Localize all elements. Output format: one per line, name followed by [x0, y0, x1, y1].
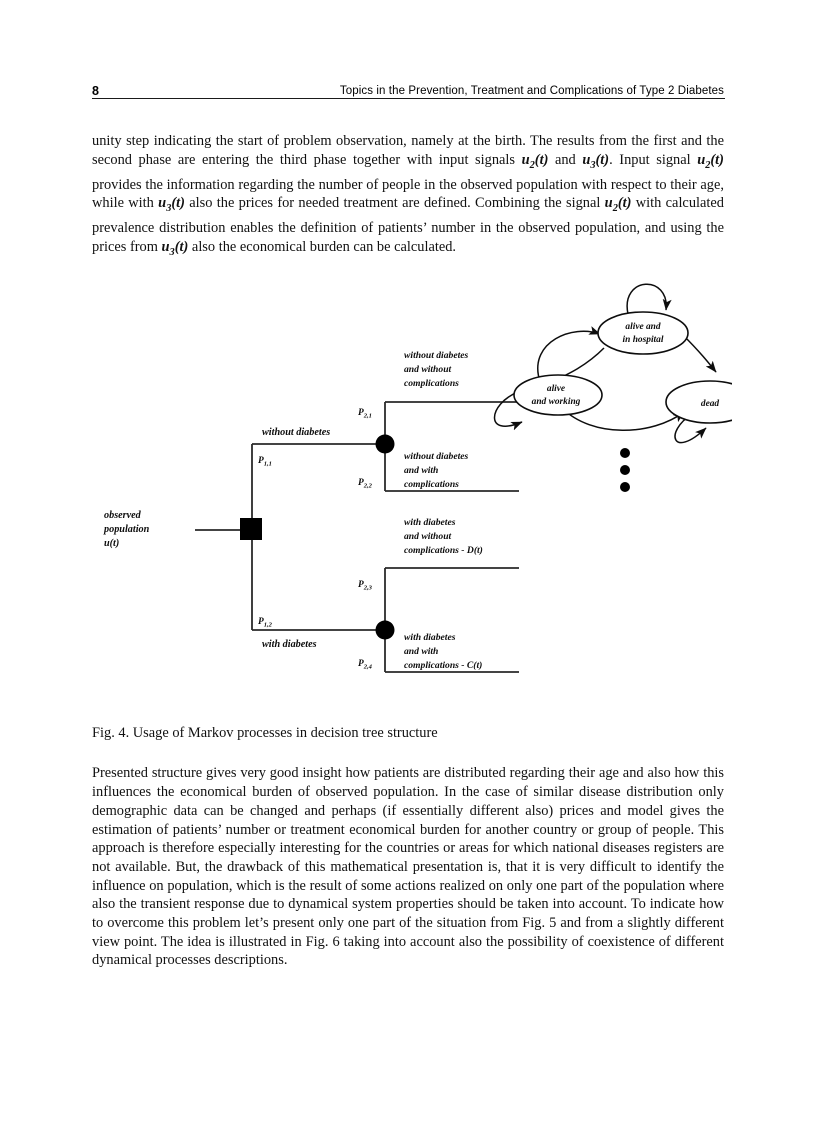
- text-run: also the prices for needed treatment are defined. Combining the signal: [184, 195, 605, 212]
- probability-p12: $P_{1,2}$: [258, 617, 272, 629]
- outcome-label-1: [404, 350, 468, 389]
- text-run: also the economical burden can be calculated.: [188, 238, 457, 255]
- state-alive-and-working: [514, 375, 602, 415]
- svg-text:with diabetes: with diabetes: [404, 632, 456, 643]
- svg-text:complications - C(t): complications - C(t): [404, 660, 483, 671]
- book-title: Topics in the Prevention, Treatment and Complications of Type 2 Diabetes: [339, 84, 724, 97]
- chance-node-upper: [376, 435, 395, 454]
- branch-label-without-diabetes: without diabetes: [262, 427, 331, 438]
- self-loop-hospital: [627, 284, 666, 314]
- math-argument: (t): [534, 152, 549, 169]
- state-working-label-line1: alive: [546, 384, 566, 394]
- probability-p11: $P_{1,1}$: [258, 456, 272, 468]
- transition-hospital-to-dead: [682, 334, 716, 372]
- header-divider: [92, 98, 725, 99]
- root-label-line3: u(t): [104, 538, 120, 549]
- math-symbol: u: [697, 152, 706, 169]
- probability-p21: $P_{2,1}$: [358, 408, 372, 420]
- math-argument: (t): [171, 195, 185, 212]
- math-subscript: 3: [590, 159, 596, 171]
- probability-p22: $P_{2,2}$: [358, 478, 372, 490]
- math-subscript: 3: [166, 203, 172, 215]
- math-u3: [161, 238, 189, 258]
- root-label-line1: observed: [104, 510, 141, 521]
- vertical-ellipsis: [620, 448, 630, 492]
- outcome-label-2: [404, 451, 468, 490]
- svg-text:and with: and with: [404, 646, 439, 657]
- probability-p24: $P_{2,4}$: [358, 659, 372, 671]
- math-u2: [697, 152, 724, 171]
- text-run: . Input signal: [609, 152, 698, 169]
- math-symbol: u: [158, 195, 167, 212]
- math-subscript: 2: [705, 159, 711, 171]
- text-run: with calculated prevalence distribution enables the definition of patients’ number in the observed population, and using the prices from: [92, 195, 724, 255]
- math-argument: (t): [617, 195, 632, 212]
- math-argument: (t): [174, 238, 189, 255]
- branch-label-with-diabetes: with diabetes: [262, 639, 317, 650]
- text-run: unity step indicating the start of problem observation, namely at the birth. The results from the first and the second phase are entering the third phase together with input signals: [92, 133, 724, 169]
- math-u3: [582, 152, 610, 171]
- math-symbol: u: [604, 195, 613, 212]
- text-run: and: [548, 152, 583, 169]
- svg-text:with diabetes: with diabetes: [404, 517, 456, 528]
- paragraph-after-figure: Presented structure gives very good insight how patients are distributed regarding their age and also how this influences the economical burden of observed population. In the case of similar disease distribution only demographic data can be changed and perhaps (if essentially different also) prices and model gives the estimation of patients’ number or treatment economical burden for another country or group of people. This approach is therefore especially interesting for the countries or areas for which national diseases registers are not available. But, the drawback of this mathematical presentation is, that it is very difficult to identify the influence on population, which is the result of some actions realized on only one part of the population where also the transient response due to dynamical system properties should be taken into account. To indicate how to overcome this problem let’s present only one part of the situation from Fig. 5 and from a slightly different view point. The idea is illustrated in Fig. 6 taking into account also the possibility of coexistence of different dynamical processes descriptions.: [92, 765, 724, 969]
- math-symbol: u: [521, 152, 530, 169]
- math-u2: [521, 152, 549, 171]
- state-hospital-label-line2: in hospital: [622, 335, 664, 345]
- outcome-label-3: [404, 517, 483, 556]
- state-dead-label: dead: [700, 399, 720, 409]
- state-working-label-line2: and working: [531, 397, 581, 407]
- chance-node-lower: [376, 621, 395, 640]
- paragraph-intro: [92, 132, 724, 262]
- math-u2: [604, 195, 632, 215]
- figure-canvas: [92, 272, 732, 692]
- probability-p23: $P_{2,3}$: [358, 580, 372, 592]
- text-run: provides the information regarding the number of people in the observed population with respect to their age, while with: [92, 176, 724, 212]
- svg-text:without diabetes: without diabetes: [404, 350, 469, 361]
- outcome-label-4: [404, 632, 482, 671]
- math-subscript: 3: [169, 246, 175, 258]
- math-argument: (t): [710, 152, 724, 169]
- svg-text:complications: complications: [404, 479, 459, 490]
- math-subscript: 2: [612, 203, 618, 215]
- math-subscript: 2: [529, 159, 535, 171]
- page-header: [92, 76, 724, 98]
- page-number: 8: [92, 83, 99, 98]
- root-label-line2: population: [104, 524, 150, 535]
- math-argument: (t): [595, 152, 610, 169]
- svg-text:and without: and without: [404, 364, 452, 375]
- state-alive-in-hospital: [598, 312, 688, 354]
- decision-node-square: [240, 518, 262, 540]
- math-u3: [158, 195, 185, 215]
- math-symbol: u: [582, 152, 591, 169]
- math-symbol: u: [161, 238, 170, 255]
- svg-text:without diabetes: without diabetes: [404, 451, 469, 462]
- figure-4-markov-decision-tree: [92, 272, 732, 692]
- transition-working-to-hospital: [538, 331, 600, 378]
- svg-text:and with: and with: [404, 465, 439, 476]
- svg-text:complications: complications: [404, 378, 459, 389]
- svg-text:complications - D(t): complications - D(t): [404, 545, 483, 556]
- svg-text:and without: and without: [404, 531, 452, 542]
- state-hospital-label-line1: alive and: [625, 322, 661, 332]
- figure-caption: Fig. 4. Usage of Markov processes in decision tree structure: [92, 725, 438, 742]
